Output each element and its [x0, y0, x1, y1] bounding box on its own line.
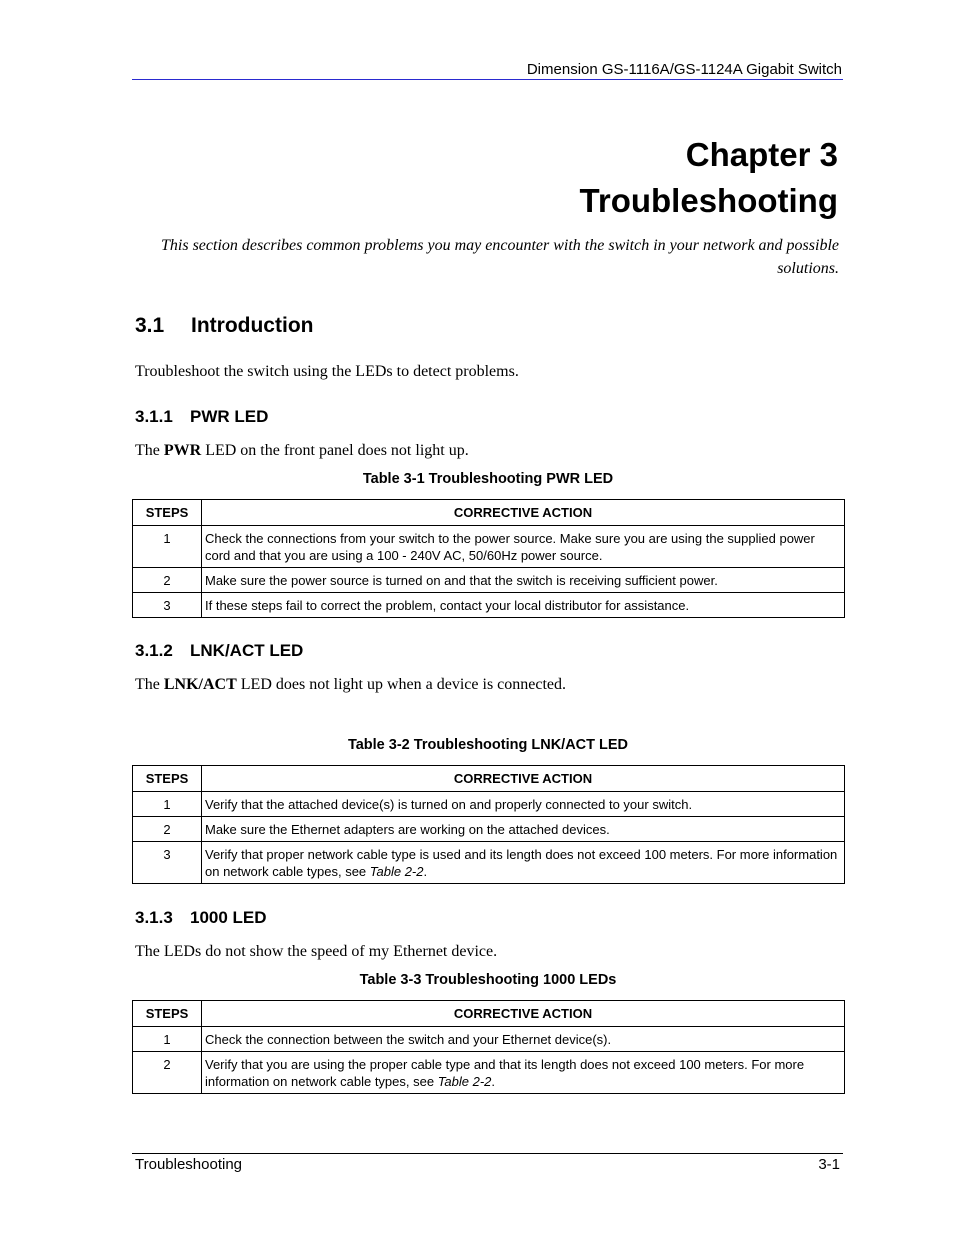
- table-row: [133, 792, 845, 817]
- text: Verify that proper network cable type is used and its length does not exceed 100 meters. For more information on network cable types, see: [205, 847, 838, 879]
- section-number: 3.1.2: [135, 641, 173, 660]
- action-cell: Check the connection between the switch and your Ethernet device(s).: [202, 1027, 845, 1052]
- section-number: 3.1.1: [135, 407, 173, 426]
- section-title: LNK/ACT LED: [190, 641, 304, 660]
- text: The: [135, 442, 164, 459]
- section-title: PWR LED: [190, 407, 269, 426]
- text: .: [491, 1074, 496, 1089]
- table-row: [133, 842, 845, 884]
- chapter-title: Troubleshooting: [579, 182, 838, 219]
- table-pwr-led: [132, 499, 845, 618]
- action-cell: [202, 842, 845, 884]
- section-heading-1000-led: [135, 908, 267, 928]
- section-number: 3.1.3: [135, 908, 173, 927]
- text: The: [135, 676, 164, 693]
- table-caption: Table 3-3 Troubleshooting 1000 LEDs: [359, 972, 617, 988]
- introduction-paragraph: Troubleshoot the switch using the LEDs to detect problems.: [135, 363, 519, 380]
- action-cell: Check the connections from your switch to the power source. Make sure you are using the supplied power cord and that you are using a 100 - 240V AC, 50/60Hz power source.: [202, 526, 845, 568]
- text: Verify that you are using the proper cable type and that its length does not exceed 100 meters. For more information on network cable types, see: [205, 1057, 805, 1089]
- table-reference: Table 2-2: [437, 1074, 492, 1089]
- table-row: [133, 1027, 845, 1052]
- chapter-intro: This section describes common problems you may encounter with the switch in your network and possible solutions.: [161, 237, 839, 277]
- table-row: [133, 568, 845, 593]
- action-cell: [202, 1052, 845, 1094]
- running-header: Dimension GS-1116A/GS-1124A Gigabit Switch: [526, 61, 842, 78]
- section-title: Introduction: [191, 314, 314, 337]
- step-cell: 3: [133, 593, 202, 618]
- text: LED does not light up when a device is connected.: [236, 676, 567, 693]
- bold-term: LNK/ACT: [163, 676, 237, 693]
- table-row: [133, 817, 845, 842]
- section-title: 1000 LED: [190, 908, 267, 927]
- page-number: 3-1: [818, 1156, 840, 1173]
- step-cell: 1: [133, 1027, 202, 1052]
- table-reference: Table 2-2: [369, 864, 424, 879]
- table-caption: Table 3-2 Troubleshooting LNK/ACT LED: [347, 737, 629, 753]
- column-header-steps: STEPS: [133, 1001, 202, 1027]
- bold-term: PWR: [163, 442, 202, 459]
- step-cell: 2: [133, 1052, 202, 1094]
- speed-paragraph: The LEDs do not show the speed of my Ethernet device.: [135, 943, 498, 960]
- step-cell: 1: [133, 792, 202, 817]
- column-header-corrective-action: CORRECTIVE ACTION: [202, 766, 845, 792]
- action-cell: Make sure the power source is turned on and that the switch is receiving sufficient power.: [202, 568, 845, 593]
- chapter-number: Chapter 3: [685, 136, 838, 173]
- action-cell: If these steps fail to correct the problem, contact your local distributor for assistance.: [202, 593, 845, 618]
- header-rule: [132, 79, 843, 80]
- column-header-corrective-action: CORRECTIVE ACTION: [202, 500, 845, 526]
- table-row: [133, 526, 845, 568]
- table-caption: Table 3-1 Troubleshooting PWR LED: [362, 471, 614, 487]
- column-header-steps: STEPS: [133, 766, 202, 792]
- text: .: [423, 864, 428, 879]
- column-header-corrective-action: CORRECTIVE ACTION: [202, 1001, 845, 1027]
- section-heading-introduction: [135, 314, 313, 338]
- step-cell: 3: [133, 842, 202, 884]
- step-cell: 2: [133, 817, 202, 842]
- table-header-row: [133, 500, 845, 526]
- action-cell: Verify that the attached device(s) is turned on and properly connected to your switch.: [202, 792, 845, 817]
- table-row: [133, 1052, 845, 1094]
- section-number: 3.1: [135, 314, 165, 337]
- footer-section-name: Troubleshooting: [135, 1156, 243, 1173]
- lnk-paragraph: [135, 675, 566, 695]
- step-cell: 2: [133, 568, 202, 593]
- pwr-paragraph: [135, 441, 469, 461]
- section-heading-pwr-led: [135, 407, 268, 427]
- table-1000-leds: [132, 1000, 845, 1094]
- step-cell: 1: [133, 526, 202, 568]
- action-cell: Make sure the Ethernet adapters are working on the attached devices.: [202, 817, 845, 842]
- text: LED on the front panel does not light up.: [201, 442, 469, 459]
- footer-rule: [132, 1153, 843, 1154]
- table-header-row: [133, 1001, 845, 1027]
- column-header-steps: STEPS: [133, 500, 202, 526]
- table-row: [133, 593, 845, 618]
- section-heading-lnk-act-led: [135, 641, 303, 661]
- table-lnk-act-led: [132, 765, 845, 884]
- table-header-row: [133, 766, 845, 792]
